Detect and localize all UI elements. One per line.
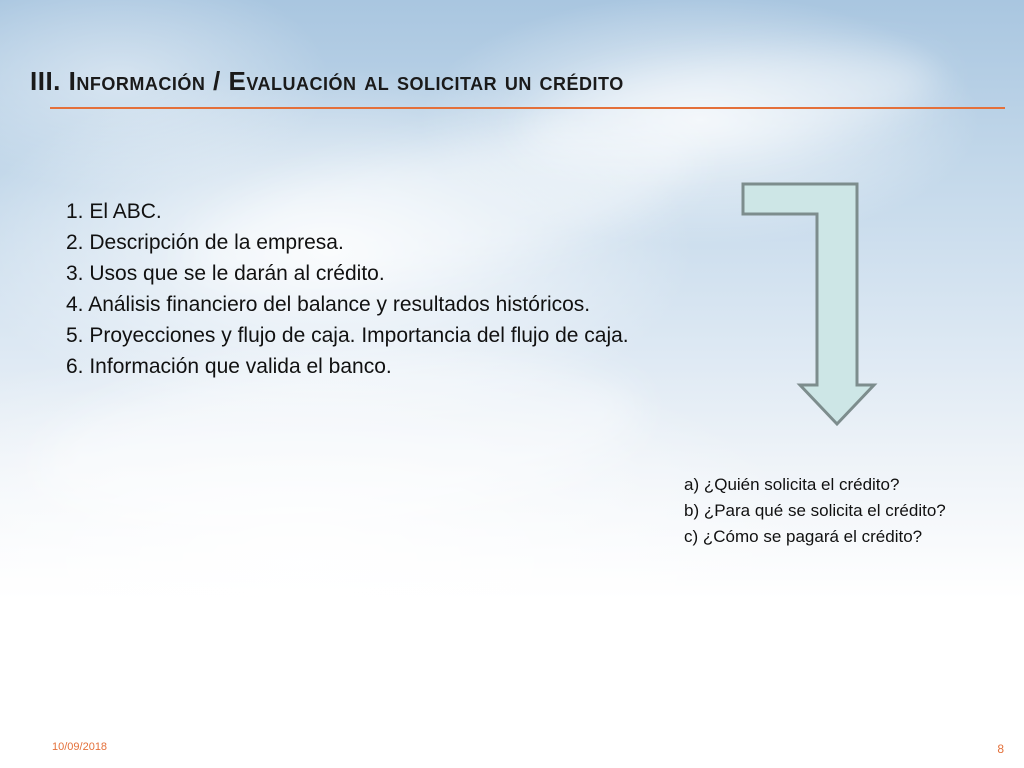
- page-number: 8: [997, 742, 1004, 756]
- list-item: 6. Información que valida el banco.: [66, 355, 392, 378]
- list-item: 3. Usos que se le darán al crédito.: [66, 262, 385, 285]
- bent-down-arrow-icon: [740, 180, 880, 430]
- question-list: [684, 472, 1024, 550]
- title-underline: [50, 107, 1005, 109]
- question-item: a) ¿Quién solicita el crédito?: [684, 475, 900, 494]
- sky-streak: [516, 31, 944, 179]
- list-item: 1. El ABC.: [66, 200, 162, 223]
- footer-date: 10/09/2018: [52, 741, 108, 753]
- topic-list: [66, 196, 629, 382]
- question-item: b) ¿Para qué se solicita el crédito?: [684, 501, 946, 520]
- question-item: c) ¿Cómo se pagará el crédito?: [684, 527, 923, 546]
- list-item: 4. Análisis financiero del balance y resultados históricos.: [66, 293, 591, 316]
- slide-title: III. Información / Evaluación al solicitar un crédito: [30, 66, 624, 96]
- list-item: 5. Proyecciones y flujo de caja. Importancia del flujo de caja.: [66, 324, 629, 347]
- list-item: 2. Descripción de la empresa.: [66, 231, 344, 254]
